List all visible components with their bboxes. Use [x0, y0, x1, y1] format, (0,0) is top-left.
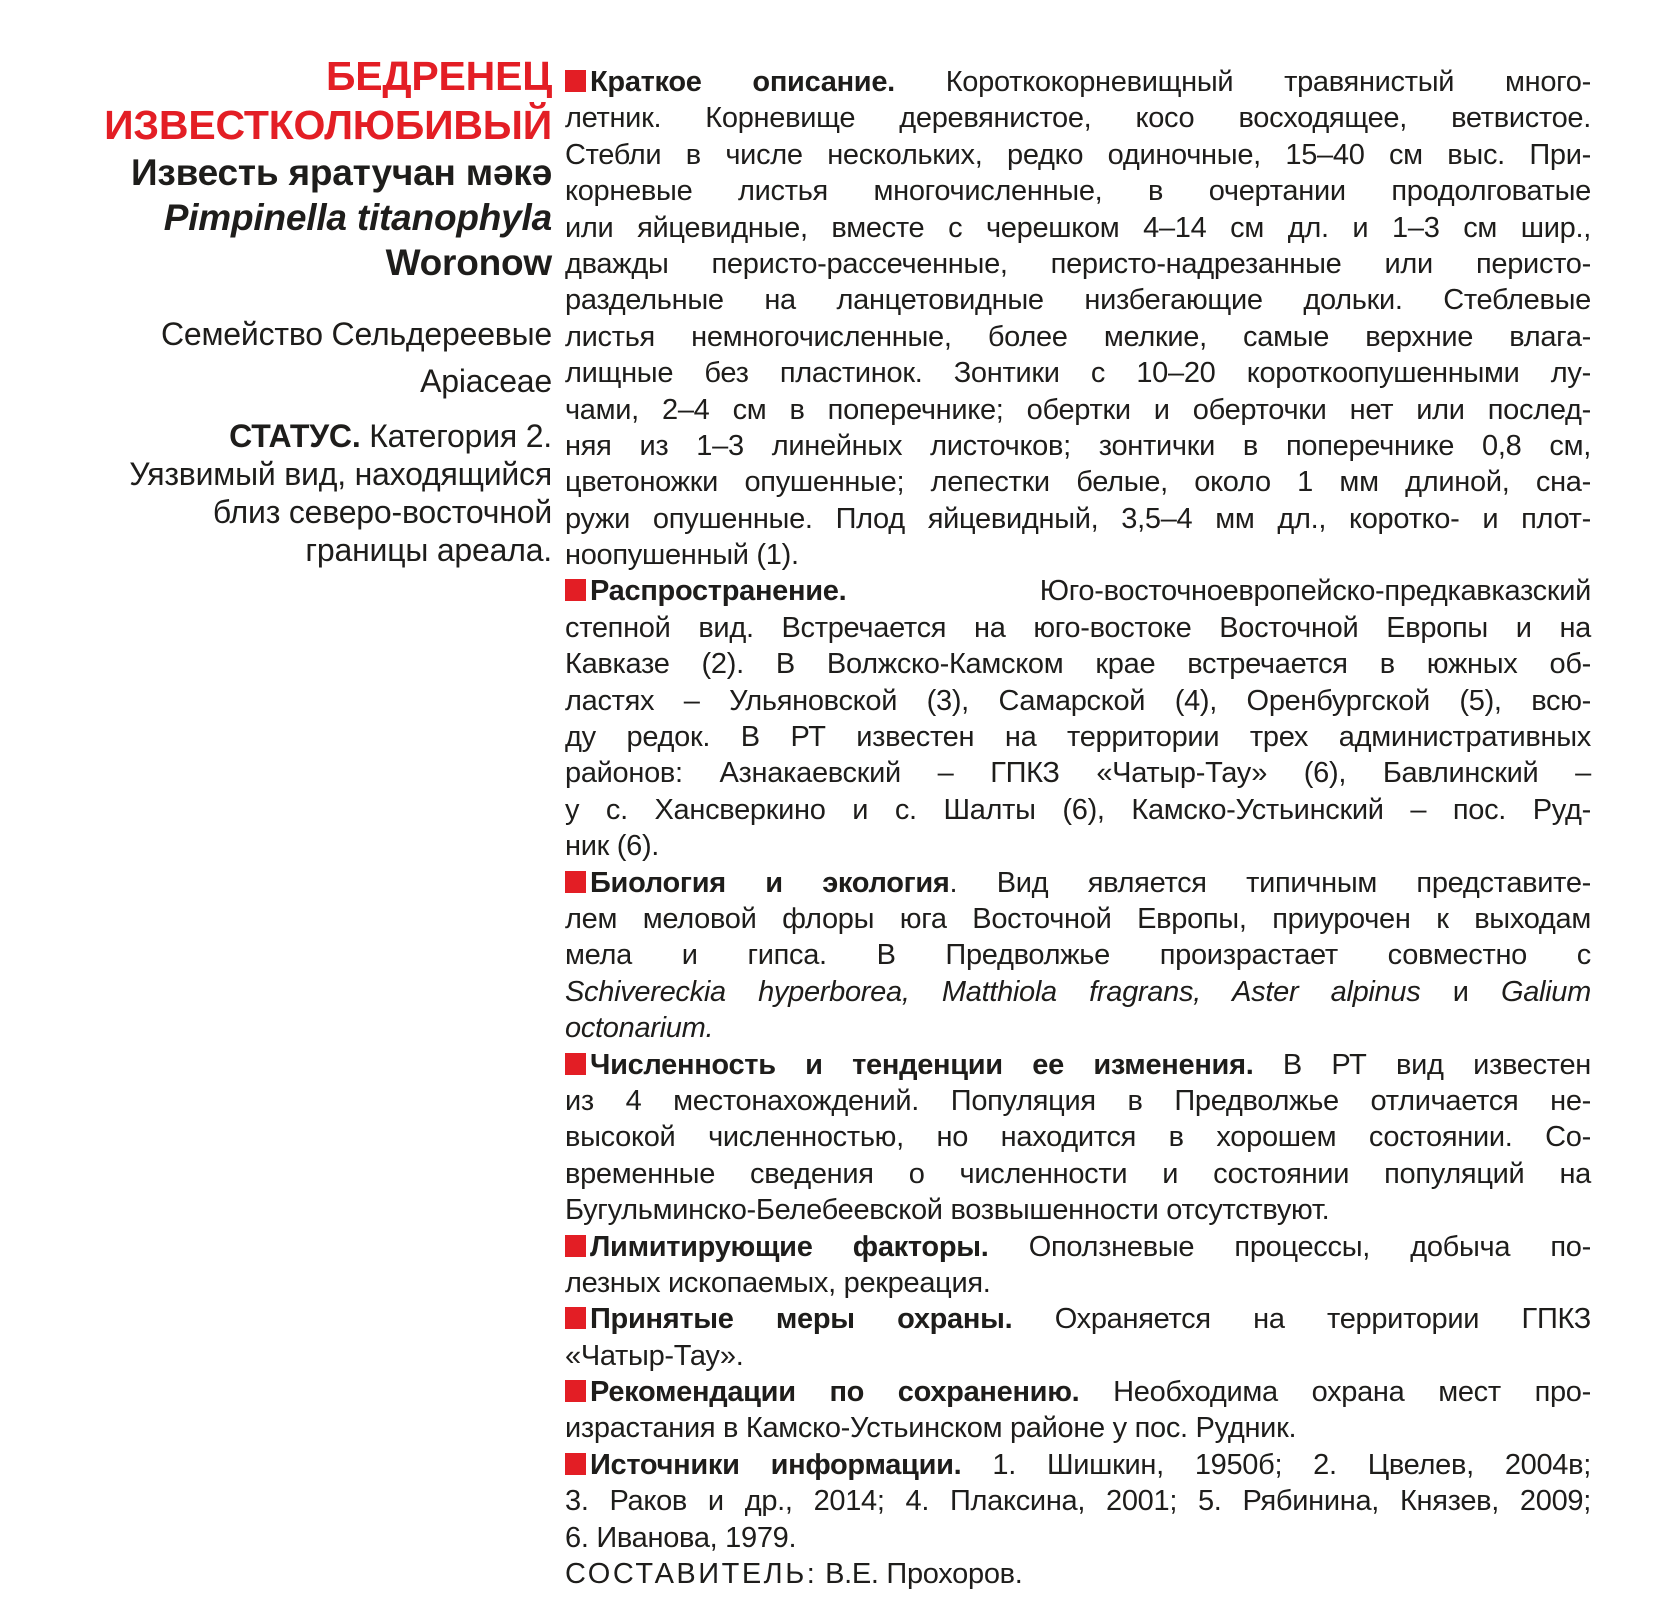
text-line	[565, 828, 1591, 864]
text-segment: В РТ вид известен	[1253, 1048, 1591, 1081]
section-bullet-icon	[565, 1453, 586, 1475]
text-line	[565, 1192, 1591, 1228]
text-line	[565, 1447, 1591, 1483]
text-line	[565, 282, 1591, 318]
article-body	[565, 64, 1591, 1592]
text-segment: временные сведения о численности и состоянии популяций на	[565, 1157, 1591, 1190]
text-segment: Schivereckia hyperborea, Matthiola fragrans, Aster alpinus	[565, 975, 1421, 1008]
species-author: Woronow	[385, 242, 552, 283]
family-name-latin: Apiaceae	[420, 363, 552, 399]
text-segment: израстания в Камско-Устьинском районе у пос. Рудник.	[565, 1412, 1297, 1445]
family-block	[60, 311, 552, 405]
text-line	[565, 792, 1591, 828]
text-line	[565, 719, 1591, 755]
text-segment: районов: Азнакаевский – ГПКЗ «Чатыр-Тау» (6), Бавлинский –	[565, 757, 1591, 790]
text-segment: Galium	[1500, 975, 1591, 1008]
section-heading: Рекомендации по сохранению.	[590, 1376, 1080, 1409]
text-line	[565, 755, 1591, 791]
text-segment: мела и гипса. В Предволжье произрастает совместно с	[565, 939, 1591, 972]
text-line	[565, 610, 1591, 646]
species-title-ru-line2: ИЗВЕСТКОЛЮБИВЫЙ	[104, 102, 552, 148]
text-line	[565, 537, 1591, 573]
text-line	[565, 210, 1591, 246]
section-heading: Лимитирующие факторы.	[590, 1230, 989, 1263]
text-segment: ластях – Ульяновской (3), Самарской (4), Оренбургской (5), всю-	[565, 684, 1591, 717]
text-line	[565, 64, 1591, 100]
section-bullet-icon	[565, 1235, 586, 1257]
status-line	[60, 417, 552, 455]
text-line	[565, 246, 1591, 282]
status-line: близ северо-восточной	[212, 494, 552, 530]
section-heading: Принятые меры охраны.	[590, 1303, 1013, 1336]
text-segment: 3. Раков и др., 2014; 4. Плаксина, 2001; 5. Рябинина, Князев, 2009;	[565, 1485, 1591, 1518]
text-line	[565, 137, 1591, 173]
species-title-ru-line1: БЕДРЕНЕЦ	[325, 53, 552, 99]
text-line	[565, 464, 1591, 500]
text-line	[565, 646, 1591, 682]
status-block	[60, 417, 552, 569]
section-heading: Краткое описание.	[590, 66, 895, 98]
status-line: Уязвимый вид, находящийся	[129, 456, 552, 492]
text-segment: «Чатыр-Тау».	[565, 1339, 744, 1372]
text-segment: ник (6).	[565, 830, 660, 863]
text-segment: лезных ископаемых, рекреация.	[565, 1266, 991, 1299]
text-line	[565, 865, 1591, 901]
text-line	[565, 428, 1591, 464]
text-segment: Стебли в числе нескольких, редко одиночные, 15–40 см выс. При-	[565, 138, 1591, 171]
status-line: границы ареала.	[305, 532, 552, 568]
text-line	[565, 173, 1591, 209]
text-line	[565, 501, 1591, 537]
section-heading: Распространение.	[590, 575, 847, 608]
text-segment: из 4 местонахождений. Популяция в Предволжье отличается не-	[565, 1084, 1591, 1117]
text-line	[565, 683, 1591, 719]
family-name-ru: Семейство Сельдереевые	[160, 316, 552, 352]
text-line	[565, 1556, 1591, 1592]
text-line	[565, 573, 1591, 609]
section-bullet-icon	[565, 1307, 586, 1329]
text-segment: листья немногочисленные, более мелкие, самые верхние влага-	[565, 320, 1591, 353]
text-line	[565, 901, 1591, 937]
section-bullet-icon	[565, 1380, 586, 1402]
text-segment: Кавказе (2). В Волжско-Камском крае встречается в южных об-	[565, 648, 1591, 681]
text-segment: няя из 1–3 линейных листочков; зонтички в поперечнике 0,8 см,	[565, 429, 1591, 462]
text-segment: Оползневые процессы, добыча по-	[988, 1230, 1591, 1263]
text-segment: степной вид. Встречается на юго-востоке Восточной Европы и на	[565, 611, 1591, 644]
species-name-latin: Pimpinella titanophyla	[163, 197, 552, 238]
text-line	[565, 1156, 1591, 1192]
text-line	[565, 1083, 1591, 1119]
text-line	[565, 1301, 1591, 1337]
text-segment: лем меловой флоры юга Восточной Европы, приурочен к выходам	[565, 902, 1591, 935]
species-sidebar	[60, 52, 552, 569]
text-segment: высокой численностью, но находится в хорошем состоянии. Со-	[565, 1121, 1591, 1154]
text-segment: чами, 2–4 см в поперечнике; обертки и оберточки нет или послед-	[565, 393, 1591, 426]
text-segment: дважды перисто-рассеченные, перисто-надрезанные или перисто-	[565, 247, 1591, 280]
text-line	[565, 937, 1591, 973]
status-heading: СТАТУС.	[229, 418, 361, 454]
text-line	[565, 1265, 1591, 1301]
text-segment: раздельные на ланцетовидные низбегающие дольки. Стеблевые	[565, 284, 1591, 317]
text-segment: Короткокорневищный травянистый много-	[894, 66, 1591, 98]
text-segment: ноопушенный (1).	[565, 539, 799, 572]
text-segment: 1. Шишкин, 1950б; 2. Цвелев, 2004в;	[961, 1448, 1591, 1481]
section-heading: Источники информации.	[590, 1448, 962, 1481]
text-segment: Необходима охрана мест про-	[1079, 1376, 1591, 1409]
text-segment: цветоножки опушенные; лепестки белые, около 1 мм длиной, сна-	[565, 466, 1591, 499]
text-line	[565, 1010, 1591, 1046]
section-heading: Численность и тенденции ее изменения.	[590, 1048, 1254, 1081]
section-heading: Биология и экология	[590, 866, 950, 899]
text-line	[565, 1374, 1591, 1410]
section-bullet-icon	[565, 70, 586, 92]
text-segment: или яйцевидные, вместе с черешком 4–14 см дл. и 1–3 см шир.,	[565, 211, 1591, 244]
text-line	[565, 1483, 1591, 1519]
text-segment: ду редок. В РТ известен на территории трех административных	[565, 721, 1591, 754]
text-line	[565, 319, 1591, 355]
text-segment: octonarium.	[565, 1012, 714, 1045]
text-line	[565, 1229, 1591, 1265]
text-segment: В.Е. Прохоров.	[817, 1558, 1023, 1591]
text-segment: . Вид является типичным представите-	[949, 866, 1592, 899]
section-bullet-icon	[565, 871, 586, 893]
text-line	[565, 1119, 1591, 1155]
text-segment: Охраняется на территории ГПКЗ	[1012, 1303, 1591, 1336]
text-segment: Юго-восточноевропейско-предкавказский	[846, 575, 1591, 608]
text-segment: и	[1420, 975, 1501, 1008]
text-line	[565, 974, 1591, 1010]
text-line	[565, 1338, 1591, 1374]
species-name-tatar: Известь яратучан мәкә	[131, 152, 552, 193]
text-segment: лищные без пластинок. Зонтики с 10–20 короткоопушенными лу-	[565, 357, 1591, 390]
text-line	[565, 100, 1591, 136]
text-segment: Бугульминско-Белебеевской возвышенности отсутствуют.	[565, 1194, 1330, 1227]
text-line	[565, 1520, 1591, 1556]
text-line	[565, 355, 1591, 391]
section-bullet-icon	[565, 1053, 586, 1075]
text-segment: корневые листья многочисленные, в очертании продолговатые	[565, 175, 1591, 208]
section-bullet-icon	[565, 579, 586, 601]
text-line	[565, 1410, 1591, 1446]
text-segment: ружи опушенные. Плод яйцевидный, 3,5–4 мм дл., коротко- и плот-	[565, 502, 1591, 535]
text-segment: у с. Хансверкино и с. Шалты (6), Камско-Устьинский – пос. Руд-	[565, 793, 1591, 826]
text-segment: 6. Иванова, 1979.	[565, 1521, 797, 1554]
status-category: Категория 2.	[360, 418, 552, 454]
text-segment: СОСТАВИТЕЛЬ:	[565, 1558, 818, 1591]
text-line	[565, 1047, 1591, 1083]
text-segment: летник. Корневище деревянистое, косо восходящее, ветвистое.	[565, 102, 1591, 135]
text-line	[565, 392, 1591, 428]
